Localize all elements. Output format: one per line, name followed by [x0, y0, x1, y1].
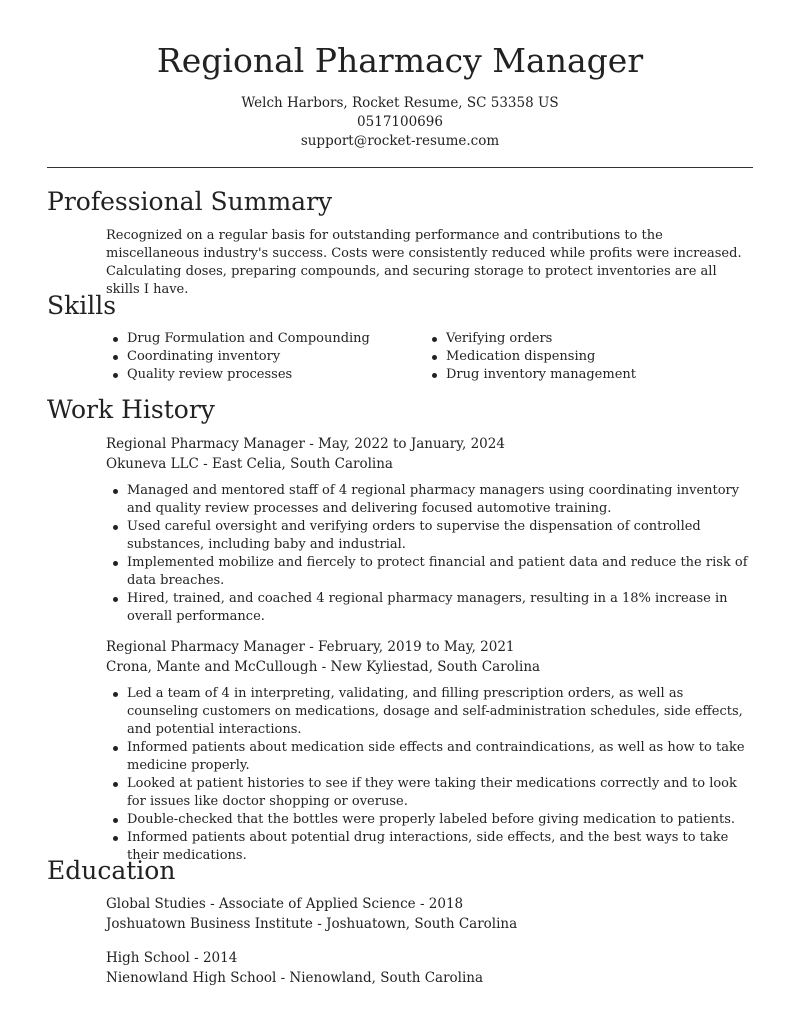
job-title-dates: Regional Pharmacy Manager - May, 2022 to January, 2024	[106, 436, 505, 452]
contact-email: support@rocket-resume.com	[300, 133, 500, 149]
education-entry	[106, 894, 756, 934]
job-bullet: Hired, trained, and coached 4 regional pharmacy managers, resulting in a 18% increase in overall performance.	[106, 590, 756, 626]
education-degree: High School - 2014	[106, 950, 238, 966]
skill-item: Drug Formulation and Compounding	[106, 330, 370, 348]
job-bullet: Looked at patient histories to see if they were taking their medications correctly and to look for issues like doctor shopping or overuse.	[106, 775, 756, 811]
job-bullet: Double-checked that the bottles were properly labeled before giving medication to patients.	[106, 811, 756, 829]
skill-item: Coordinating inventory	[106, 348, 370, 366]
education-degree: Global Studies - Associate of Applied Science - 2018	[106, 896, 464, 912]
work-history-heading: Work History	[47, 395, 215, 424]
contact-info	[0, 94, 800, 151]
job-bullet: Informed patients about potential drug interactions, side effects, and the best ways to take their medications.	[106, 829, 756, 865]
job-bullets	[106, 482, 756, 626]
job-bullet: Implemented mobilize and fiercely to protect financial and patient data and reduce the risk of data breaches.	[106, 554, 756, 590]
job-bullet: Led a team of 4 in interpreting, validating, and filling prescription orders, as well as counseling customers on medications, dosage and self-administration schedules, side effects, and potential interactions.	[106, 685, 756, 739]
education-school: Nienowland High School - Nienowland, South Carolina	[106, 970, 484, 986]
contact-phone: 0517100696	[357, 114, 443, 130]
job-bullet: Used careful oversight and verifying orders to supervise the dispensation of controlled substances, including baby and industrial.	[106, 518, 756, 554]
education-school: Joshuatown Business Institute - Joshuatown, South Carolina	[106, 916, 518, 932]
summary-heading: Professional Summary	[47, 187, 333, 216]
resume-name: Regional Pharmacy Manager	[156, 41, 644, 80]
skills-heading: Skills	[47, 291, 117, 320]
education-entry	[106, 948, 756, 988]
job-entry	[106, 434, 756, 626]
skills-column-left	[106, 330, 370, 384]
skill-item: Medication dispensing	[425, 348, 636, 366]
header-divider	[47, 167, 753, 168]
skill-item: Quality review processes	[106, 366, 370, 384]
contact-address: Welch Harbors, Rocket Resume, SC 53358 US	[241, 95, 559, 111]
skill-item: Verifying orders	[425, 330, 636, 348]
job-company: Crona, Mante and McCullough - New Kyliestad, South Carolina	[106, 659, 541, 675]
education-heading: Education	[47, 856, 176, 885]
job-title-dates: Regional Pharmacy Manager - February, 2019 to May, 2021	[106, 639, 515, 655]
skill-item: Drug inventory management	[425, 366, 636, 384]
job-bullet: Managed and mentored staff of 4 regional pharmacy managers using coordinating inventory and quality review processes and delivering focused automotive training.	[106, 482, 756, 518]
job-entry	[106, 637, 756, 865]
job-company: Okuneva LLC - East Celia, South Carolina	[106, 456, 393, 472]
skills-column-right	[425, 330, 636, 384]
job-bullets	[106, 685, 756, 865]
summary-text: Recognized on a regular basis for outstanding performance and contributions to the miscellaneous industry's success. Costs were consistently reduced while profits were increased. Calculating doses, preparing compounds, and securing storage to protect inventories are all skills I have.	[106, 228, 742, 297]
job-bullet: Informed patients about medication side effects and contraindications, as well as how to take medicine properly.	[106, 739, 756, 775]
